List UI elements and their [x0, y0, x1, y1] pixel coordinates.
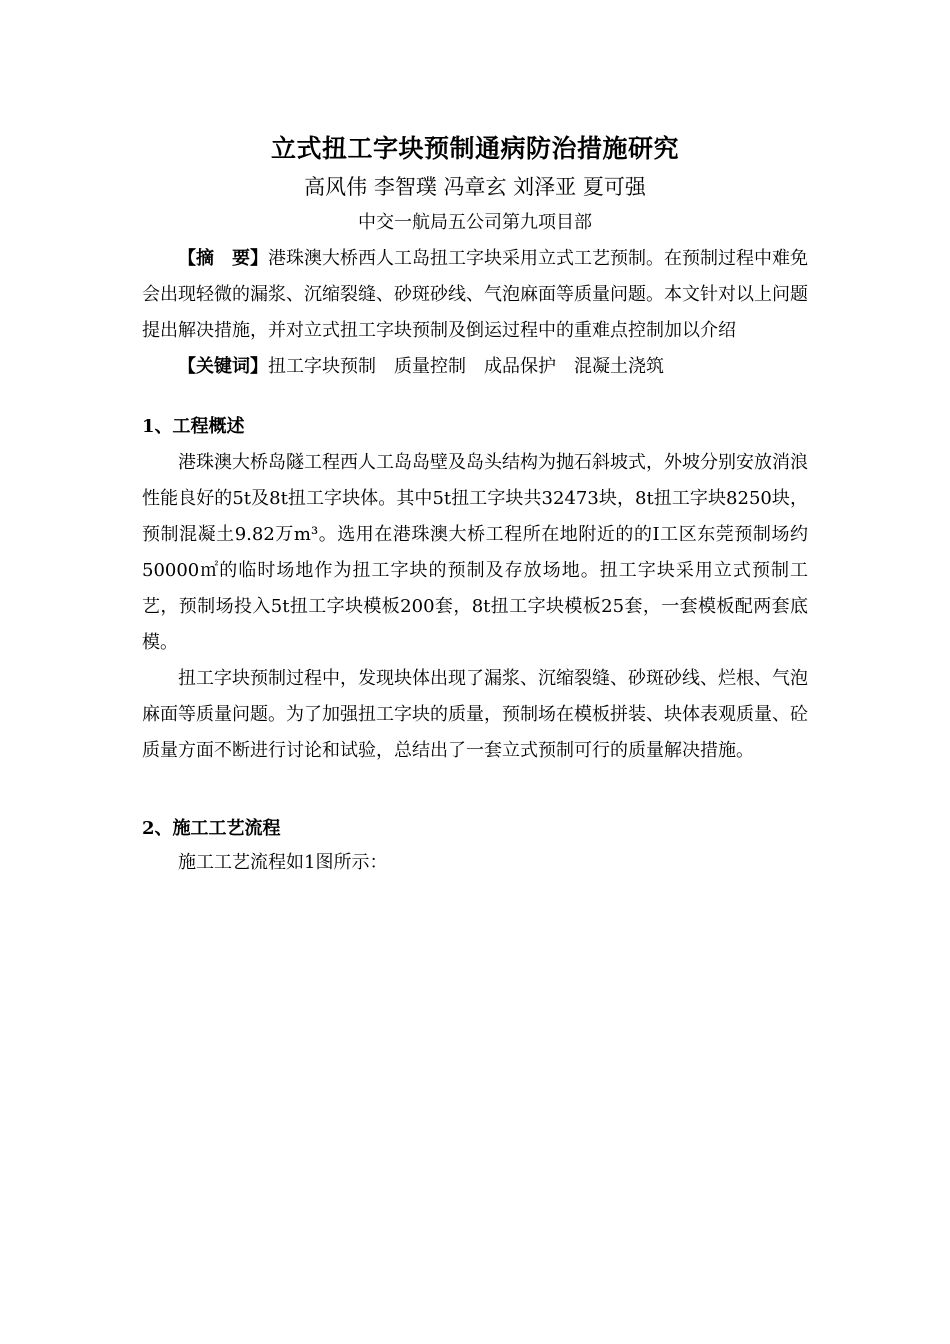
author-list: 高风伟 李智璞 冯章玄 刘泽亚 夏可强 — [304, 175, 646, 199]
abstract-label: 【摘 要】 — [178, 248, 268, 269]
abstract-text: 港珠澳大桥西人工岛扭工字块采用立式工艺预制。在预制过程中难免会出现轻微的漏浆、沉缩裂缝、砂斑砂线、气泡麻面等质量问题。本文针对以上问题提出解决措施，并对立式扭工字块预制及倒运过程中的重难点控制加以介绍 — [142, 248, 808, 341]
keywords-label: 【关键词】 — [178, 356, 268, 377]
keyword-item: 质量控制 — [394, 356, 466, 377]
abstract — [142, 241, 808, 349]
body-paragraph: 施工工艺流程如1图所示： — [178, 852, 388, 873]
section-heading: 1、工程概述 — [142, 416, 245, 437]
keyword-item: 混凝土浇筑 — [574, 356, 664, 377]
section-heading: 2、施工工艺流程 — [142, 818, 281, 839]
body-paragraph: 港珠澳大桥岛隧工程西人工岛岛壁及岛头结构为抛石斜坡式，外坡分别安放消浪性能良好的5t及8t扭工字块体。其中5t扭工字块共32473块，8t扭工字块8250块，预制混凝土9.82万m³。选用在港珠澳大桥工程所在地附近的的Ⅰ工区东莞预制场约50000㎡的临时场地作为扭工字块的预制及存放场地。扭工字块采用立式预制工艺，预制场投入5t扭工字块模板200套，8t扭工字块模板25套，一套模板配两套底模。 — [142, 452, 808, 653]
keyword-item: 扭工字块预制 — [268, 356, 376, 377]
body-paragraph: 扭工字块预制过程中，发现块体出现了漏浆、沉缩裂缝、砂斑砂线、烂根、气泡麻面等质量问题。为了加强扭工字块的质量，预制场在模板拼装、块体表观质量、砼质量方面不断进行讨论和试验，总结出了一套立式预制可行的质量解决措施。 — [142, 668, 808, 761]
author-affiliation: 中交一航局五公司第九项目部 — [358, 212, 592, 233]
paper-title: 立式扭工字块预制通病防治措施研究 — [270, 134, 679, 163]
keywords — [142, 349, 808, 385]
keyword-item: 成品保护 — [484, 356, 556, 377]
